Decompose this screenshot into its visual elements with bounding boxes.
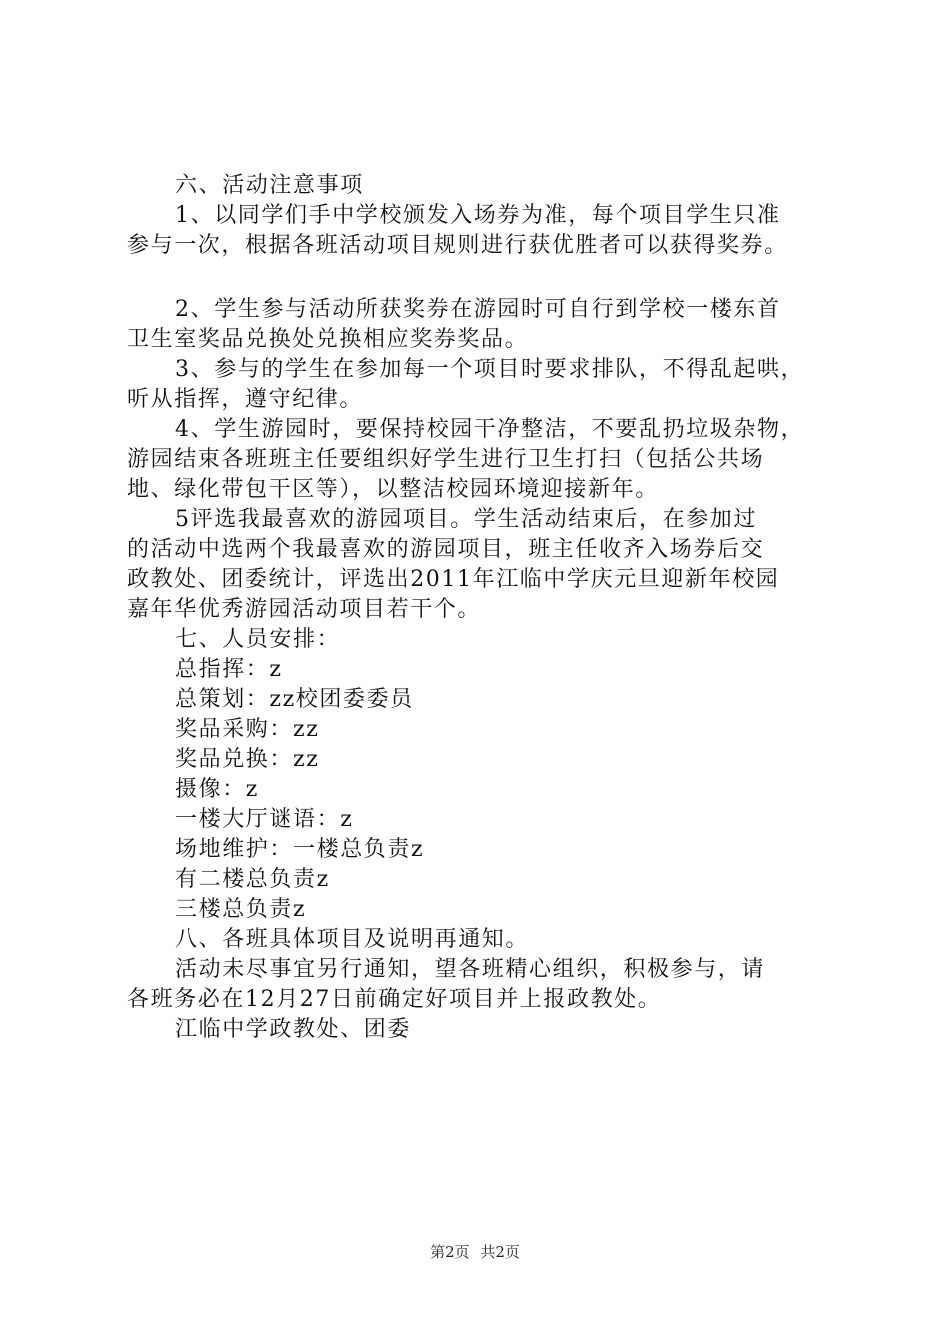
page-footer — [0, 1242, 950, 1262]
section-heading-notes: 六、活动注意事项 — [175, 173, 364, 198]
staff-item: 奖品兑换：zz — [175, 747, 320, 772]
paragraph-line: 各班务必在12月27日前确定好项目并上报政教处。 — [127, 987, 662, 1012]
signature-line: 江临中学政教处、团委 — [175, 1017, 412, 1042]
document-body — [127, 171, 847, 1045]
paragraph-line: 1、以同学们手中学校颁发入场券为准，每个项目学生只准 — [175, 203, 781, 228]
paragraph-line: 听从指挥，遵守纪律。 — [127, 387, 364, 412]
staff-item: 三楼总负责z — [175, 897, 307, 922]
paragraph-line: 参与一次，根据各班活动项目规则进行获优胜者可以获得奖券。 — [127, 233, 788, 258]
section-heading-projects: 八、各班具体项目及说明再通知。 — [175, 927, 530, 952]
paragraph-line: 游园结束各班班主任要组织好学生进行卫生打扫（包括公共场 — [127, 447, 765, 472]
staff-item: 场地维护：一楼总负责z — [175, 837, 425, 862]
paragraph-line: 4、学生游园时，要保持校园干净整洁，不要乱扔垃圾杂物， — [175, 417, 805, 442]
paragraph-line: 活动未尽事宜另行通知，望各班精心组织，积极参与，请 — [175, 957, 766, 982]
paragraph-line: 嘉年华优秀游园活动项目若干个。 — [127, 597, 482, 622]
section-heading-staff: 七、人员安排： — [175, 627, 341, 652]
paragraph-line: 2、学生参与活动所获奖券在游园时可自行到学校一楼东首 — [175, 297, 781, 322]
staff-item: 总指挥：z — [175, 657, 283, 682]
paragraph-line: 3、参与的学生在参加每一个项目时要求排队，不得乱起哄， — [175, 357, 805, 382]
page-total: 共2页 — [480, 1243, 520, 1261]
paragraph-line: 5评选我最喜欢的游园项目。学生活动结束后，在参加过 — [175, 507, 757, 532]
paragraph-line: 政教处、团委统计，评选出2011年江临中学庆元旦迎新年校园 — [127, 567, 780, 592]
staff-item: 摄像：z — [175, 777, 259, 802]
page-number: 第2页 — [430, 1243, 470, 1261]
staff-item: 总策划：zz校团委委员 — [175, 687, 414, 712]
paragraph-line: 的活动中选两个我最喜欢的游园项目，班主任收齐入场券后交 — [127, 537, 765, 562]
paragraph-line: 卫生室奖品兑换处兑换相应奖券奖品。 — [127, 327, 529, 352]
staff-item: 一楼大厅谜语：z — [175, 807, 354, 832]
staff-item: 奖品采购：zz — [175, 717, 320, 742]
staff-item: 有二楼总负责z — [175, 867, 330, 892]
paragraph-line: 地、绿化带包干区等），以整洁校园环境迎接新年。 — [127, 477, 659, 502]
paragraph-gap — [127, 261, 847, 295]
